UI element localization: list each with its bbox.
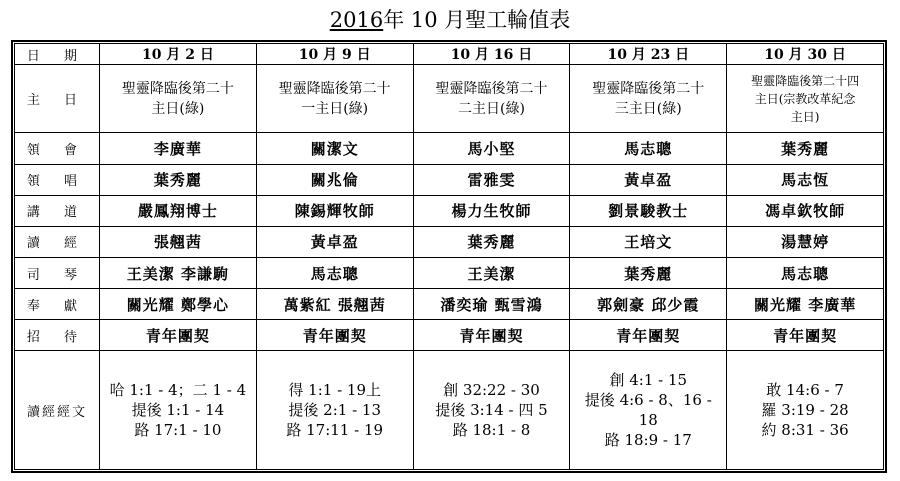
- readings-line: 得 1:1 - 19上: [288, 381, 381, 400]
- row-label-offering: 奉 獻: [15, 289, 100, 320]
- cell-scripture-reader: 葉秀麗: [413, 226, 570, 257]
- sunday-line: 主日): [790, 109, 820, 124]
- row-label-song-leader: 領 唱: [15, 164, 100, 195]
- sunday-line: 聖靈降臨後第二十: [435, 80, 548, 97]
- cell-pianist: 王美潔 李謙駒: [100, 257, 257, 288]
- cell-pianist: 葉秀麗: [570, 257, 727, 288]
- cell-date: 10 月 9 日: [256, 44, 413, 65]
- cell-song-leader: 葉秀麗: [100, 164, 257, 195]
- cell-leader: 李廣華: [100, 133, 257, 164]
- row-pianist: [15, 257, 884, 288]
- cell-pianist: 王美潔: [413, 257, 570, 288]
- readings-line: 約 8:31 - 36: [761, 421, 849, 440]
- readings-line: 路 17:11 - 19: [286, 421, 384, 440]
- readings-line: 路 18:9 - 17: [604, 431, 692, 450]
- cell-usher: 青年團契: [256, 320, 413, 351]
- page-title: [0, 6, 900, 34]
- readings-line: 路 17:1 - 10: [134, 421, 222, 440]
- row-offering: [15, 289, 884, 320]
- row-preacher: [15, 195, 884, 226]
- cell-scripture-reader: 張翹茜: [100, 226, 257, 257]
- roster-table: [14, 43, 884, 470]
- cell-readings: [570, 351, 727, 470]
- cell-readings: [100, 351, 257, 470]
- cell-leader: 馬志聰: [570, 133, 727, 164]
- cell-offering: 關光耀 李廣華: [727, 289, 884, 320]
- cell-leader: 關潔文: [256, 133, 413, 164]
- sunday-line: 聖靈降臨後第二十四: [751, 73, 860, 88]
- cell-preacher: 陳錫輝牧師: [256, 195, 413, 226]
- row-label-scripture-reader: 讀 經: [15, 226, 100, 257]
- sunday-line: 主日(宗教改革紀念: [754, 91, 856, 106]
- row-label-leader: 領 會: [15, 133, 100, 164]
- row-label-pianist: 司 琴: [15, 257, 100, 288]
- row-sunday: [15, 65, 884, 133]
- cell-date: 10 月 23 日: [570, 44, 727, 65]
- row-scripture-reader: [15, 226, 884, 257]
- row-usher: [15, 320, 884, 351]
- cell-leader: 葉秀麗: [727, 133, 884, 164]
- row-label-usher: 招 待: [15, 320, 100, 351]
- cell-song-leader: 馬志恆: [727, 164, 884, 195]
- roster-table-frame: [11, 40, 887, 473]
- readings-line: 提後 3:14 - 四 5: [435, 401, 548, 420]
- row-readings: [15, 351, 884, 470]
- cell-offering: 郭劍豪 邱少霞: [570, 289, 727, 320]
- cell-sunday: [100, 65, 257, 133]
- cell-scripture-reader: 黃卓盈: [256, 226, 413, 257]
- readings-line: 哈 1:1 - 4；二 1 - 4: [109, 381, 247, 400]
- cell-pianist: 馬志聰: [727, 257, 884, 288]
- cell-sunday: [413, 65, 570, 133]
- row-label-date: 日 期: [15, 44, 100, 65]
- cell-preacher: 楊力生牧師: [413, 195, 570, 226]
- sunday-line: 聖靈降臨後第二十: [592, 80, 705, 97]
- readings-line: 路 18:1 - 8: [452, 421, 531, 440]
- cell-scripture-reader: 湯慧婷: [727, 226, 884, 257]
- readings-line: 創 4:1 - 15: [609, 371, 688, 390]
- cell-sunday: [256, 65, 413, 133]
- row-label-sunday: 主 日: [15, 65, 100, 133]
- cell-readings: [727, 351, 884, 470]
- cell-song-leader: 雷雅雯: [413, 164, 570, 195]
- cell-date: 10 月 30 日: [727, 44, 884, 65]
- cell-sunday: [727, 65, 884, 133]
- cell-scripture-reader: 王培文: [570, 226, 727, 257]
- row-label-readings: 讀經經文: [15, 351, 100, 470]
- cell-preacher: 嚴鳳翔博士: [100, 195, 257, 226]
- cell-song-leader: 關兆倫: [256, 164, 413, 195]
- sunday-line: 二主日(綠): [458, 100, 525, 117]
- roster-table-body: [15, 44, 884, 470]
- cell-usher: 青年團契: [727, 320, 884, 351]
- cell-offering: 萬紫紅 張翹茜: [256, 289, 413, 320]
- row-date: [15, 44, 884, 65]
- readings-line: 提後 4:6 - 8、16 -: [584, 391, 712, 410]
- cell-offering: 關光耀 鄭學心: [100, 289, 257, 320]
- cell-preacher: 馮卓欽牧師: [727, 195, 884, 226]
- readings-line: 羅 3:19 - 28: [761, 401, 849, 420]
- readings-line: 創 32:22 - 30: [443, 381, 540, 400]
- row-leader: [15, 133, 884, 164]
- cell-usher: 青年團契: [570, 320, 727, 351]
- cell-readings: [413, 351, 570, 470]
- cell-usher: 青年團契: [100, 320, 257, 351]
- cell-pianist: 馬志聰: [256, 257, 413, 288]
- row-label-preacher: 講 道: [15, 195, 100, 226]
- sunday-line: 聖靈降臨後第二十: [121, 80, 234, 97]
- readings-line: 敢 14:6 - 7: [766, 381, 844, 400]
- title-year: 2016: [329, 8, 384, 32]
- cell-preacher: 劉景駿教士: [570, 195, 727, 226]
- readings-line: 提後 1:1 - 14: [131, 401, 225, 420]
- sunday-line: 聖靈降臨後第二十: [278, 80, 391, 97]
- row-song-leader: [15, 164, 884, 195]
- title-text: 年 10 月聖工輪值表: [383, 8, 571, 32]
- cell-song-leader: 黃卓盈: [570, 164, 727, 195]
- sunday-line: 主日(綠): [151, 100, 205, 117]
- cell-usher: 青年團契: [413, 320, 570, 351]
- cell-leader: 馬小堅: [413, 133, 570, 164]
- readings-line: 18: [638, 411, 658, 430]
- cell-offering: 潘奕瑜 甄雪鴻: [413, 289, 570, 320]
- readings-line: 提後 2:1 - 13: [288, 401, 381, 420]
- cell-date: 10 月 2 日: [100, 44, 257, 65]
- sunday-line: 三主日(綠): [614, 100, 682, 117]
- cell-sunday: [570, 65, 727, 133]
- sunday-line: 一主日(綠): [301, 100, 369, 117]
- cell-readings: [256, 351, 413, 470]
- cell-date: 10 月 16 日: [413, 44, 570, 65]
